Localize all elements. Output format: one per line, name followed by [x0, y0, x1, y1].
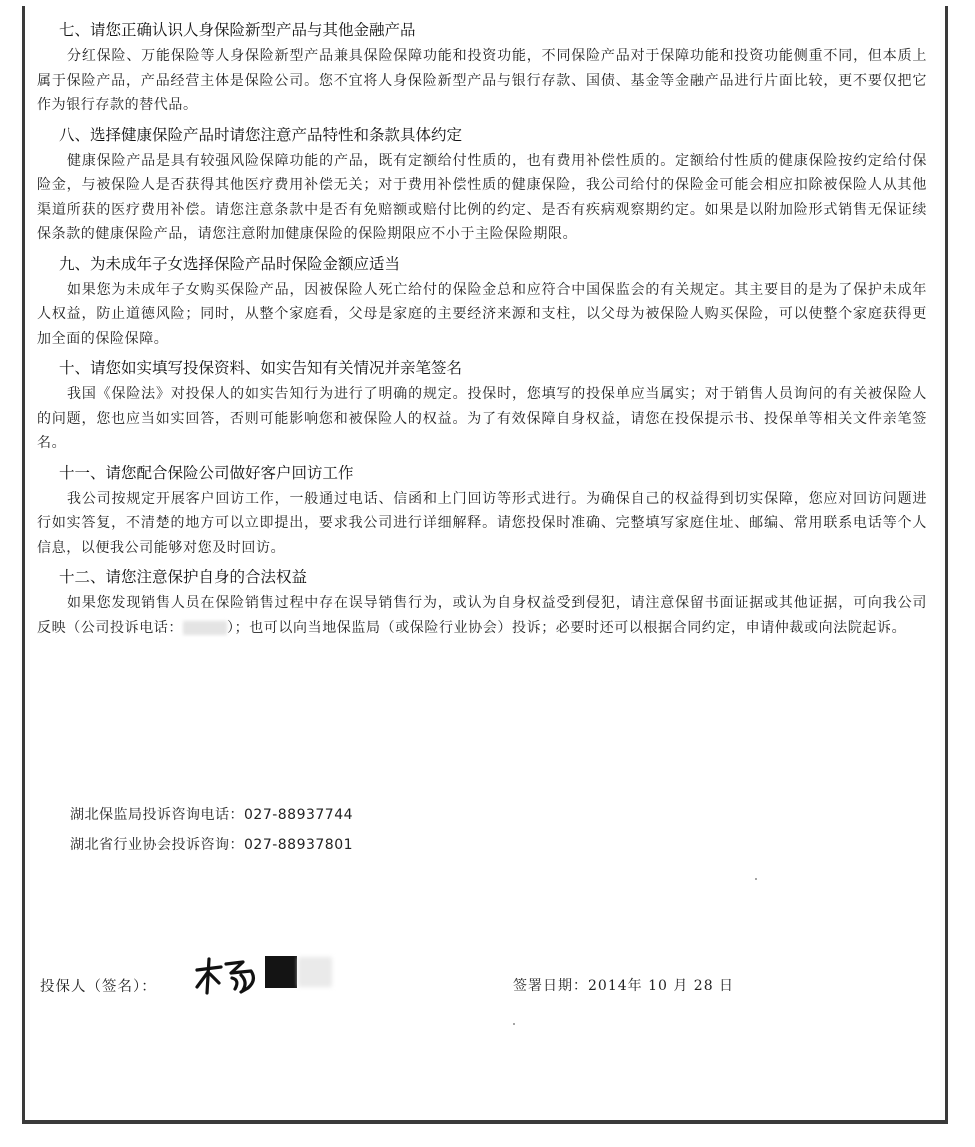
section-11: [37, 461, 927, 561]
paragraph-text-after: ）；也可以向当地保监局（或保险行业协会）投诉；必要时还可以根据合同约定，申请仲裁或向法院起诉。: [227, 619, 907, 636]
section-paragraph: [37, 591, 927, 640]
section-paragraph: 我公司按规定开展客户回访工作，一般通过电话、信函和上门回访等形式进行。为确保自己的权益得到切实保障，您应对回访问题进行如实答复，不清楚的地方可以立即提出，要求我公司进行详细解释。请您投保时准确、完整填写家庭住址、邮编、常用联系电话等个人信息，以便我公司能够对您及时回访。: [37, 490, 927, 556]
section-9: [37, 252, 927, 352]
section-heading: 九、为未成年子女选择保险产品时保险金额应适当: [59, 254, 401, 273]
contact-line-association: 湖北省行业协会投诉咨询：027-88937801: [70, 837, 354, 853]
signing-date: [513, 975, 734, 995]
section-heading: 十二、请您注意保护自身的合法权益: [59, 568, 308, 586]
document-body: [37, 18, 927, 645]
section-12: [37, 565, 927, 640]
section-paragraph: 分红保险、万能保险等人身保险新型产品兼具保险保障功能和投资功能，不同保险产品对于保障功能和投资功能侧重不同，但本质上属于保险产品，产品经营主体是保险公司。您不宜将人身保险新型产品与银行存款、国债、基金等金融产品进行片面比较，更不要仅把它作为银行存款的替代品。: [37, 48, 927, 113]
section-paragraph: 健康保险产品是具有较强风险保障功能的产品，既有定额给付性质的，也有费用补偿性质的。定额给付性质的健康保险按约定给付保险金，与被保险人是否获得其他医疗费用补偿无关；对于费用补偿性质的健康保险，我公司给付的保险金可能会相应扣除被保险人从其他渠道所获的医疗费用补偿。请您注意条款中是否有免赔额或赔付比例的约定、是否有疾病观察期约定。如果是以附加险形式销售无保证续保条款的健康保险产品，请您注意附加健康保险的保险期限应不小于主险保险期限。: [37, 152, 927, 242]
contact-line-regulator: 湖北保监局投诉咨询电话：027-88937744: [70, 807, 354, 823]
redacted-phone: [183, 621, 227, 635]
paragraph-text-before: 如果您发现销售人员在保险销售过程中存在误导销售行为，或认为自身权益受到侵犯，请注意保留书面证据或其他证据，可向我公司反映（公司投诉电话：: [37, 595, 927, 636]
signer-label: 投保人（签名）：: [40, 979, 157, 995]
section-heading: 十一、请您配合保险公司做好客户回访工作: [59, 463, 354, 482]
date-label: 签署日期：: [513, 978, 588, 994]
section-paragraph: 如果您为未成年子女购买保险产品，因被保险人死亡给付的保险金总和应符合中国保监会的有关规定。其主要目的是为了保护未成年人权益，防止道德风险；同时，从整个家庭看，父母是家庭的主要经济来源和支柱，以父母为被保险人购买保险，可以使整个家庭获得更加全面的保险保障。: [37, 281, 927, 347]
signature-strokes: [193, 956, 263, 996]
section-8: [37, 123, 927, 247]
section-heading: 八、选择健康保险产品时请您注意产品特性和条款具体约定: [59, 125, 463, 144]
redacted-name-blur: [298, 957, 332, 987]
section-heading: 十、请您如实填写投保资料、如实告知有关情况并亲笔签名: [59, 359, 463, 377]
handwritten-signature: [193, 956, 263, 1000]
complaint-contacts: [70, 800, 353, 860]
section-7: [37, 18, 927, 118]
section-paragraph: 我国《保险法》对投保人的如实告知行为进行了明确的规定。投保时，您填写的投保单应当属实；对于销售人员询问的有关被保险人的问题，您也应当如实回答，否则可能影响您和被保险人的权益。为了有效保障自身权益，请您在投保提示书、投保单等相关文件亲笔签名。: [37, 386, 927, 451]
redacted-name: [265, 956, 297, 988]
date-value: 2014年 10 月 28 日: [588, 978, 735, 994]
scan-speck: [755, 878, 757, 880]
scan-speck: [513, 1023, 515, 1025]
section-heading: 七、请您正确认识人身保险新型产品与其他金融产品: [59, 21, 416, 39]
section-10: [37, 356, 927, 456]
